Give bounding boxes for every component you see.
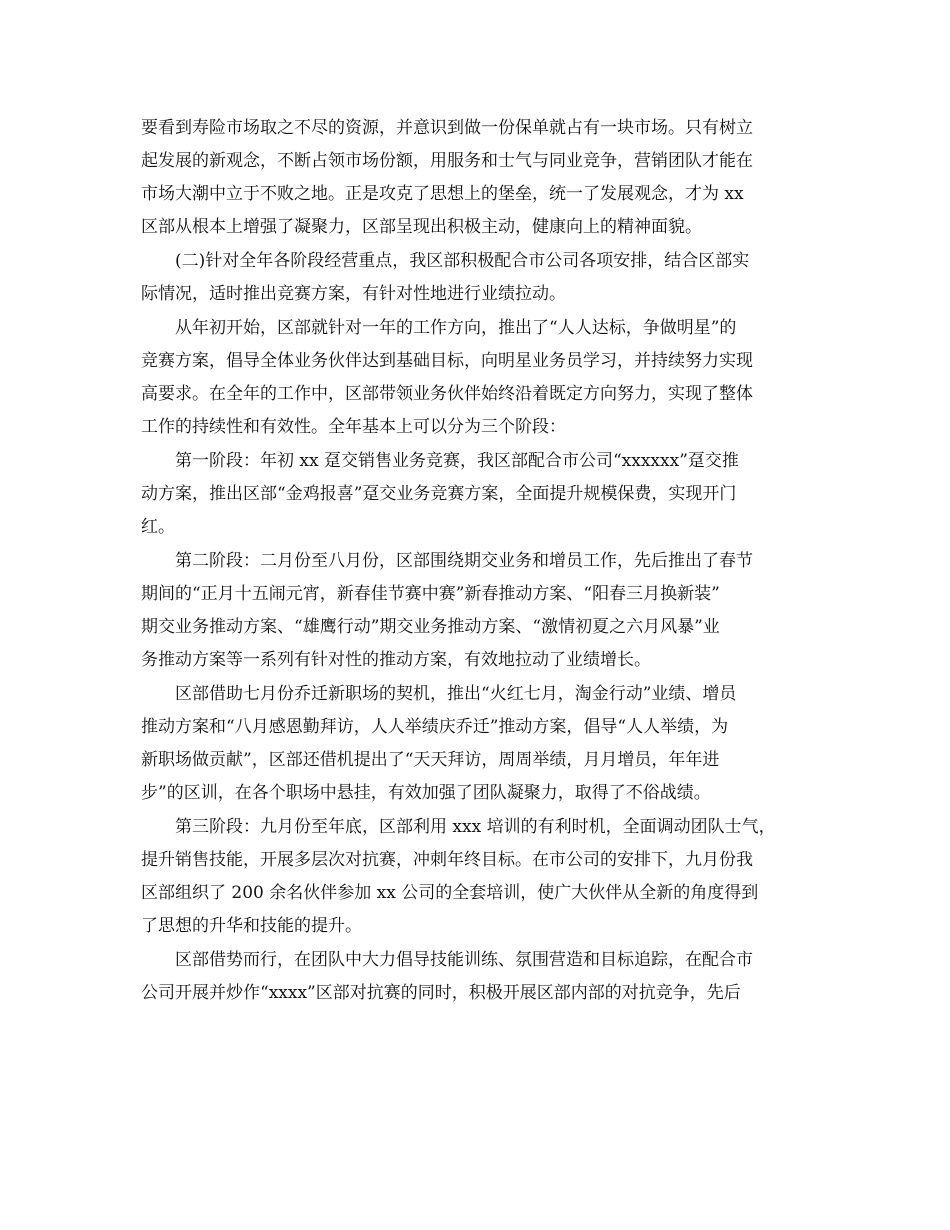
text-line: 要看到寿险市场取之不尽的资源，并意识到做一份保单就占有一块市场。只有树立 — [141, 118, 753, 138]
text-line: 公司开展并炒作“xxxx”区部对抗赛的同时，积极开展区部内部的对抗竞争，先后 — [141, 983, 741, 1003]
text-line: 步”的区训，在各个职场中悬挂，有效加强了团队凝聚力，取得了不俗战绩。 — [141, 783, 711, 803]
text-line: 期交业务推动方案、“雄鹰行动”期交业务推动方案、“激情初夏之六月风暴”业 — [141, 617, 720, 637]
text-line: 区部借助七月份乔迁新职场的契机，推出“火红七月，淘金行动”业绩、增员 — [175, 684, 737, 704]
text-line: 动方案，推出区部“金鸡报喜”趸交业务竞赛方案，全面提升规模保费，实现开门 — [141, 484, 737, 504]
text-line: 起发展的新观念，不断占领市场份额，用服务和士气与同业竞争，营销团队才能在 — [141, 151, 753, 171]
text-line: 第一阶段：年初 xx 趸交销售业务竞赛，我区部配合市公司“xxxxxx”趸交推 — [175, 451, 739, 471]
text-line: 提升销售技能，开展多层次对抗赛，冲刺年终目标。在市公司的安排下，九月份我 — [141, 850, 753, 870]
text-line: 竞赛方案，倡导全体业务伙伴达到基础目标，向明星业务员学习，并持续努力实现 — [141, 351, 753, 371]
text-line: 工作的持续性和有效性。全年基本上可以分为三个阶段： — [141, 417, 566, 437]
text-line: 新职场做贡献”，区部还借机提出了“天天拜访，周周举绩，月月增员，年年进 — [141, 750, 720, 770]
text-line: 从年初开始，区部就针对一年的工作方向，推出了“人人达标，争做明星”的 — [175, 318, 737, 338]
text-line: (二)针对全年各阶段经营重点，我区部积极配合市公司各项安排，结合区部实 — [175, 251, 750, 271]
text-line: 务推动方案等一系列有针对性的推动方案，有效地拉动了业绩增长。 — [141, 650, 651, 670]
text-line: 高要求。在全年的工作中，区部带领业务伙伴始终沿着既定方向努力，实现了整体 — [141, 384, 753, 404]
text-line: 第三阶段：九月份至年底，区部利用 xxx 培训的有利时机，全面调动团队士气， — [175, 817, 776, 837]
text-line: 第二阶段：二月份至八月份，区部围绕期交业务和增员工作，先后推出了春节 — [175, 551, 753, 571]
text-line: 期间的“正月十五闹元宵，新春佳节赛中赛”新春推动方案、“阳春三月换新装” — [141, 584, 720, 604]
document-body — [141, 112, 831, 1010]
text-line: 区部组织了 200 余名伙伴参加 xx 公司的全套培训，使广大伙伴从全新的角度得到 — [141, 883, 759, 903]
text-line: 推动方案和“八月感恩勤拜访，人人举绩庆乔迁”推动方案，倡导“人人举绩，为 — [141, 717, 729, 737]
text-line: 了思想的升华和技能的提升。 — [141, 916, 362, 936]
text-line: 际情况，适时推出竞赛方案，有针对性地进行业绩拉动。 — [141, 284, 566, 304]
text-line: 红。 — [141, 517, 175, 537]
text-line: 区部从根本上增强了凝聚力，区部呈现出积极主动，健康向上的精神面貌。 — [141, 217, 702, 237]
text-line: 区部借势而行，在团队中大力倡导技能训练、氛围营造和目标追踪，在配合市 — [175, 950, 753, 970]
text-line: 市场大潮中立于不败之地。正是攻克了思想上的堡垒，统一了发展观念，才为 xx — [141, 184, 744, 204]
